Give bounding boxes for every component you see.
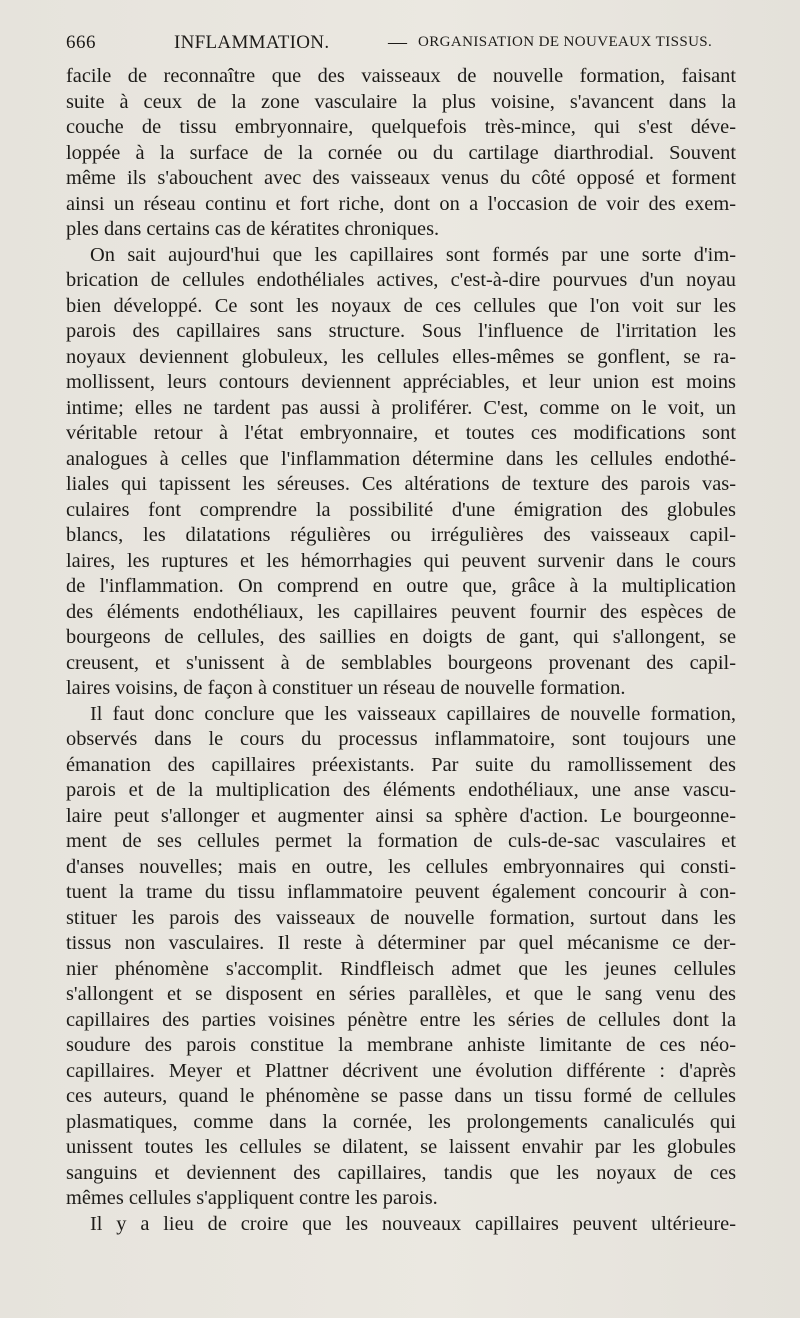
- text-line: laire peut s'allonger et augmenter ainsi sa sphère d'action. Le bourgeonne-: [66, 804, 736, 827]
- text-line: creusent, et s'unissent à de semblables bourgeons provenant des capil-: [66, 651, 736, 674]
- text-line: même ils s'abouchent avec des vaisseaux venus du côté opposé et forment: [66, 167, 736, 189]
- text-line: capillaires des parties voisines pénètre entre les séries de cellules dont la: [66, 1008, 736, 1031]
- text-line: liales qui tapissent les séreuses. Ces altérations de texture des parois vas-: [66, 473, 736, 495]
- text-line: unissent toutes les cellules se dilatent, se laissent envahir par les globules: [66, 1136, 736, 1158]
- text-line: véritable retour à l'état embryonnaire, et toutes ces modifications sont: [66, 422, 736, 444]
- text-line: soudure des parois constitue la membrane anhiste limitante de ces néo-: [66, 1034, 736, 1056]
- text-line: ples dans certains cas de kératites chroniques.: [66, 218, 440, 240]
- text-line: émanation des capillaires préexistants. Par suite du ramollissement des: [66, 753, 736, 776]
- text-line: laires, les ruptures et les hémorrhagies qui peuvent survenir dans le cours: [66, 549, 736, 572]
- text-line: capillaires. Meyer et Plattner décrivent une évolution différente : d'après: [66, 1059, 736, 1082]
- text-line: laires voisins, de façon à constituer un réseau de nouvelle formation.: [66, 677, 626, 699]
- text-line: suite à ceux de la zone vasculaire la plus voisine, s'avancent dans la: [66, 90, 736, 113]
- text-line: noyaux deviennent globuleux, les cellules elles-mêmes se gonflent, se ra-: [66, 345, 736, 368]
- text-line: bien développé. Ce sont les noyaux de ces cellules que l'on voit sur les: [66, 294, 736, 317]
- header-separator: —: [388, 32, 407, 53]
- text-line: tuent la trame du tissu inflammatoire peuvent également concourir à con-: [66, 881, 736, 903]
- text-line: facile de reconnaître que des vaisseaux de nouvelle formation, faisant: [66, 65, 736, 87]
- text-line: tissus non vasculaires. Il reste à déterminer par quel mécanisme ce der-: [66, 932, 736, 954]
- text-line: brication de cellules endothéliales actives, c'est-à-dire pourvues d'un noyau: [66, 269, 736, 291]
- text-line: ment de ses cellules permet la formation de culs-de-sac vasculaires et: [66, 830, 736, 852]
- text-line: s'allongent et se disposent en séries parallèles, et que le sang venu des: [66, 983, 736, 1005]
- running-header: [66, 32, 736, 60]
- text-line: ainsi un réseau continu et fort riche, dont on a l'occasion de voir des exem-: [66, 192, 736, 215]
- text-line: mêmes cellules s'appliquent contre les parois.: [66, 1187, 438, 1209]
- text-line: plasmatiques, comme dans la cornée, les prolongements canaliculés qui: [66, 1110, 736, 1133]
- paragraph-start: Il faut donc conclure que les vaisseaux capillaires de nouvelle formation,: [90, 702, 736, 725]
- text-line: d'anses nouvelles; mais en outre, les cellules embryonnaires qui consti-: [66, 855, 736, 878]
- text-line: des éléments endothéliaux, les capillaires peuvent fournir des espèces de: [66, 600, 736, 623]
- paragraph-start: On sait aujourd'hui que les capillaires sont formés par une sorte d'im-: [90, 243, 736, 266]
- text-line: stituer les parois des vaisseaux de nouvelle formation, surtout dans les: [66, 906, 736, 929]
- body-text: [66, 64, 736, 1237]
- text-line: de l'inflammation. On comprend en outre que, grâce à la multiplication: [66, 575, 736, 597]
- text-line: intime; elles ne tardent pas aussi à proliférer. C'est, comme on le voit, un: [66, 396, 736, 419]
- text-line: observés dans le cours du processus inflammatoire, sont toujours une: [66, 728, 736, 750]
- paragraph-start: Il y a lieu de croire que les nouveaux capillaires peuvent ultérieure-: [90, 1212, 736, 1235]
- section-title: ORGANISATION DE NOUVEAUX TISSUS.: [418, 34, 713, 50]
- text-line: loppée à la surface de la cornée ou du cartilage diarthrodial. Souvent: [66, 141, 736, 164]
- text-line: mollissent, leurs contours deviennent appréciables, et leur union est moins: [66, 371, 736, 393]
- page-number: 666: [66, 32, 96, 53]
- text-line: couche de tissu embryonnaire, quelquefois très-mince, qui s'est déve-: [66, 116, 736, 138]
- text-line: ces auteurs, quand le phénomène se passe dans un tissu formé de cellules: [66, 1085, 736, 1107]
- text-line: parois des capillaires sans structure. Sous l'influence de l'irritation les: [66, 320, 736, 342]
- text-line: culaires font comprendre la possibilité d'une émigration des globules: [66, 498, 736, 521]
- text-line: parois et de la multiplication des éléments endothéliaux, une anse vascu-: [66, 779, 736, 801]
- text-line: bourgeons de cellules, des saillies en doigts de gant, qui s'allongent, se: [66, 626, 736, 648]
- text-line: nier phénomène s'accomplit. Rindfleisch admet que les jeunes cellules: [66, 957, 736, 980]
- text-line: analogues à celles que l'inflammation détermine dans les cellules endothé-: [66, 447, 736, 470]
- text-line: sanguins et deviennent des capillaires, tandis que les noyaux de ces: [66, 1161, 736, 1184]
- chapter-title: INFLAMMATION.: [174, 32, 330, 53]
- text-line: blancs, les dilatations régulières ou irrégulières des vaisseaux capil-: [66, 524, 736, 546]
